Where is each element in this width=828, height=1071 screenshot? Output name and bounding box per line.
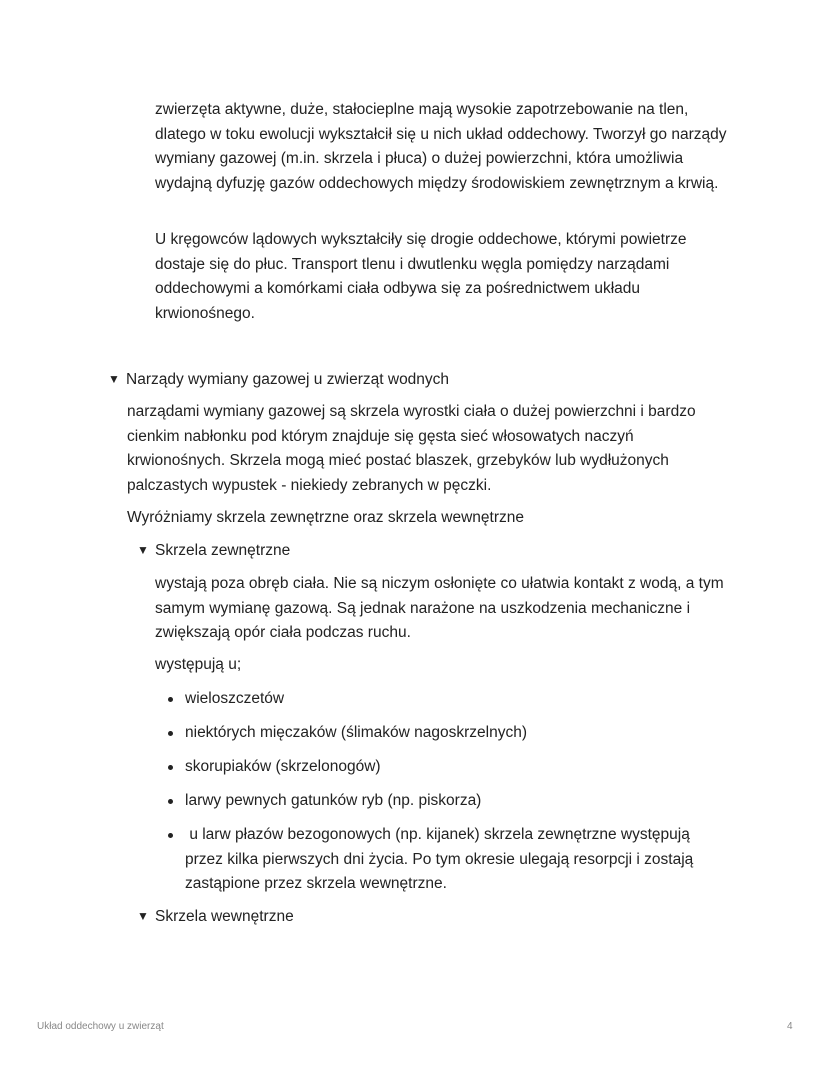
toggle-water-animals[interactable] [108,369,449,391]
bullet-dot-icon [168,765,173,770]
intro-paragraph-1: zwierzęta aktywne, duże, stałocieplne mają wysokie zapotrzebowanie na tlen, dlatego w toku ewolucji wykształcił się u nich układ oddechowy. Tworzył go narządy wymiany gazowej (m.in. skrzela i płuca) o dużej powierzchni, która umożliwia wydajną dyfuzję gazów oddechowych między środowiskiem zewnętrznym a krwią. [155,101,727,192]
list-item [185,823,730,897]
list-item [185,687,730,712]
list-item-text: larwy pewnych gatunków ryb (np. piskorza) [185,792,482,809]
toggle-external-gills-label: Skrzela zewnętrzne [155,542,291,559]
list-item [185,755,730,780]
toggle-external-gills[interactable] [137,540,290,562]
triangle-down-icon[interactable]: ▼ [137,909,149,923]
triangle-down-icon[interactable]: ▼ [137,543,149,557]
list-item-text: niektórych mięczaków (ślimaków nagoskrzelnych) [185,724,527,741]
list-item [185,789,730,814]
intro-paragraph-2: U kręgowców lądowych wykształciły się drogie oddechowe, którymi powietrze dostaje się do płuc. Transport tlenu i dwutlenku węgla pomiędzy narządami oddechowymi a komórkami ciała odbywa się za pośrednictwem układu krwionośnego. [155,231,687,322]
list-item [185,721,730,746]
bullet-dot-icon [168,833,173,838]
list-item-text: skorupiaków (skrzelonogów) [185,758,381,775]
bullet-dot-icon [168,731,173,736]
footer-page-number: 4 [787,1021,793,1032]
triangle-down-icon[interactable]: ▼ [108,372,120,386]
water-paragraph-2: Wyróżniamy skrzela zewnętrzne oraz skrzela wewnętrzne [127,509,524,526]
toggle-internal-gills[interactable] [137,906,294,928]
external-paragraph-2: występują u; [155,656,242,673]
bullet-dot-icon [168,799,173,804]
bullet-dot-icon [168,697,173,702]
toggle-water-animals-label: Narządy wymiany gazowej u zwierząt wodnych [126,371,450,388]
external-paragraph-1: wystają poza obręb ciała. Nie są niczym osłonięte co ułatwia kontakt z wodą, a tym samym wymianę gazową. Są jednak narażone na uszkodzenia mechaniczne i zwiększają opór ciała podczas ruchu. [155,575,724,641]
footer-document-title: Układ oddechowy u zwierząt [37,1021,164,1032]
water-paragraph-1: narządami wymiany gazowej są skrzela wyrostki ciała o dużej powierzchni i bardzo cienkim nabłonku pod którym znajduje się gęsta sieć włosowatych naczyń krwionośnych. Skrzela mogą mieć postać blaszek, grzebyków lub wydłużonych palczastych wypustek - niekiedy zebranych w pęczki. [127,403,696,494]
toggle-internal-gills-label: Skrzela wewnętrzne [155,908,294,925]
list-item-text: wieloszczetów [185,690,285,707]
list-item-text: u larw płazów bezogonowych (np. kijanek) skrzela zewnętrzne występują przez kilka pierwszych dni życia. Po tym okresie ulegają resorpcji i zostają zastąpione przez skrzela wewnętrzne. [185,826,698,892]
